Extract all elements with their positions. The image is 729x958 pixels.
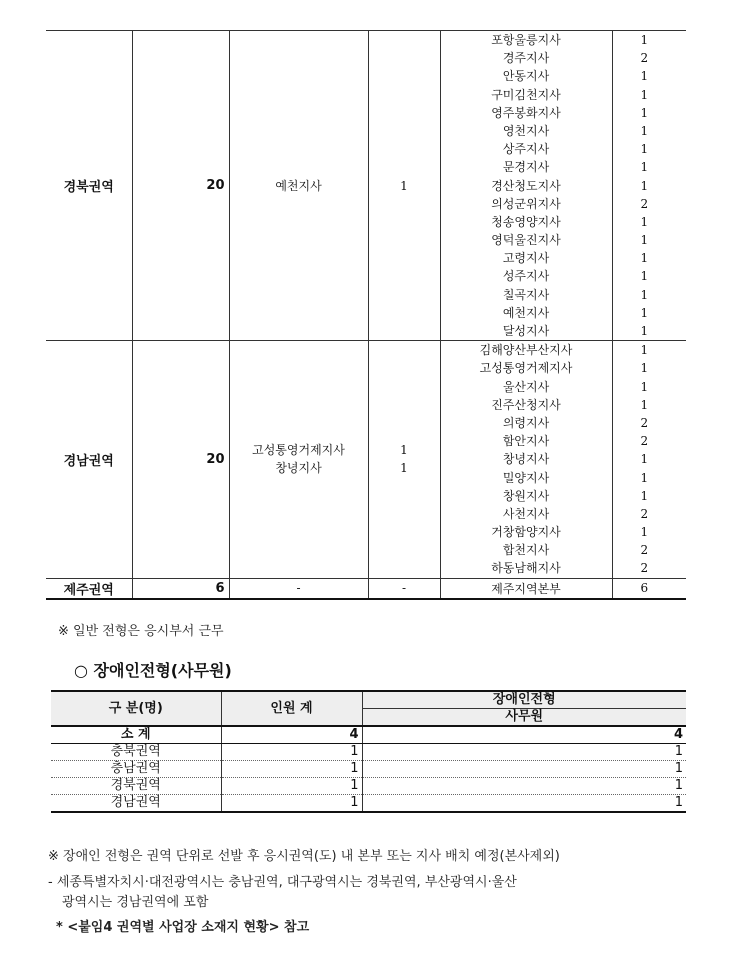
sub-branch-name: 칠곡지사 <box>502 287 550 302</box>
sub-branch-count: 1 <box>640 142 649 157</box>
sub-branch-name: 함안지사 <box>502 434 550 449</box>
sub-branch-name: 문경지사 <box>502 160 550 175</box>
region-inclusion-note-line2: 광역시는 경남권역에 포함 <box>62 895 209 910</box>
sub-branch-count: 1 <box>640 343 649 358</box>
region-row <box>46 341 686 578</box>
sub-branch-name: 예천지사 <box>502 305 550 320</box>
sub-branch-count: 1 <box>640 233 649 248</box>
sub-branch-name: 구미김천지사 <box>491 87 561 102</box>
sub-branch-name: 영덕울진지사 <box>491 233 561 248</box>
header-category: 구 분(명) <box>51 691 221 726</box>
branch-count: 1 <box>400 461 408 476</box>
sub-branch-count: 1 <box>640 488 649 503</box>
sub-branch-name: 경주지사 <box>502 51 550 66</box>
disabled-staffing-table <box>51 690 686 813</box>
sub-branch-name: 진주산청지사 <box>491 397 561 412</box>
sub-branch-name: 의령지사 <box>502 415 550 430</box>
sub-branch-counts <box>612 31 686 341</box>
sub-branch-count: 2 <box>640 51 649 66</box>
row-value: 1 <box>362 761 686 778</box>
subtotal-value: 4 <box>362 726 686 744</box>
branch-count-cell <box>368 341 440 578</box>
sub-branch-counts <box>612 341 686 578</box>
row-value: 1 <box>362 795 686 813</box>
sub-branch-count: 1 <box>640 214 649 229</box>
branch-name: 창녕지사 <box>275 461 322 476</box>
row-total: 1 <box>221 778 362 795</box>
sub-branch-count: 1 <box>640 33 649 47</box>
branch-name: 고성통영거제지사 <box>252 443 345 458</box>
sub-branch-name: 안동지사 <box>502 69 550 84</box>
row-total: 1 <box>221 795 362 813</box>
sub-branch-count: 1 <box>640 361 649 376</box>
general-note: ※ 일반 전형은 응시부서 근무 <box>58 624 224 639</box>
header-group: 장애인전형 <box>362 691 686 709</box>
row-region: 충북권역 <box>51 744 221 761</box>
attachment-reference-note: * <붙임4 권역별 사업장 소재지 현황> 참고 <box>56 920 310 935</box>
row-total: 1 <box>221 761 362 778</box>
row-total: 1 <box>221 744 362 761</box>
sub-branch-count: 2 <box>640 415 649 430</box>
sub-branch-list <box>440 341 612 578</box>
sub-branch-count: 1 <box>640 525 649 540</box>
row-region: 경북권역 <box>51 778 221 795</box>
sub-branch-count: 1 <box>640 305 649 320</box>
section-heading: ○ 장애인전형(사무원) <box>74 661 232 680</box>
sub-branch-name: 성주지사 <box>502 269 550 284</box>
subtotal-label: 소 계 <box>51 726 221 744</box>
branch-count: 1 <box>400 443 408 458</box>
sub-branch-name: 상주지사 <box>502 142 550 157</box>
sub-branch-count: 1 <box>640 452 649 467</box>
sub-branch-name: 달성지사 <box>502 324 550 338</box>
sub-branch-name: 하동남해지사 <box>491 561 561 576</box>
row-region: 경남권역 <box>51 795 221 813</box>
sub-branch-name: 김해양산부산지사 <box>479 343 573 358</box>
sub-branch-count: 1 <box>640 287 649 302</box>
branch-cell <box>229 31 368 341</box>
sub-branch-name: 창녕지사 <box>502 452 550 467</box>
sub-branch-name: 영주봉화지사 <box>491 105 561 120</box>
region-name: 제주권역 <box>46 578 132 599</box>
header-total: 인원 계 <box>221 691 362 726</box>
sub-branch-name: 영천지사 <box>502 123 550 138</box>
region-row <box>46 31 686 341</box>
sub-branch-name: 합천지사 <box>502 543 550 558</box>
region-row-jeju <box>46 578 686 599</box>
sub-branch-list <box>440 31 612 341</box>
sub-branch-count: 1 <box>640 178 649 193</box>
sub-branch-name: 고성통영거제지사 <box>479 361 573 376</box>
branch-count: - <box>368 578 440 599</box>
branch-count: 1 <box>400 178 408 193</box>
region-count: 20 <box>132 31 229 341</box>
sub-branch-count: 1 <box>640 397 649 412</box>
sub-branch-count: 1 <box>640 160 649 175</box>
sub-branch-name: 의성군위지사 <box>491 196 561 211</box>
sub-branch-count: 2 <box>640 434 649 449</box>
header-sub: 사무원 <box>362 709 686 727</box>
row-value: 1 <box>362 744 686 761</box>
sub-branch-name: 경산청도지사 <box>491 178 561 193</box>
disabled-placement-note: ※ 장애인 전형은 권역 단위로 선발 후 응시권역(도) 내 본부 또는 지사 배치 예정(본사제외) <box>48 849 560 864</box>
branch-count-cell <box>368 31 440 341</box>
sub-branch-count: 1 <box>640 69 649 84</box>
sub-branch-name: 밀양지사 <box>502 470 550 485</box>
sub-branch-name: 청송영양지사 <box>491 214 561 229</box>
sub-branch-name: 거창함양지사 <box>491 525 561 540</box>
sub-branch-name: 창원지사 <box>502 488 550 503</box>
sub-branch-name: 제주지역본부 <box>440 578 612 599</box>
row-region: 충남권역 <box>51 761 221 778</box>
region-count: 6 <box>132 578 229 599</box>
sub-branch-count: 1 <box>640 470 649 485</box>
subtotal-total: 4 <box>221 726 362 744</box>
sub-branch-count: 2 <box>640 561 649 576</box>
branch-name: - <box>229 578 368 599</box>
sub-branch-count: 1 <box>640 324 649 338</box>
sub-branch-count: 2 <box>640 506 649 521</box>
sub-branch-count: 1 <box>640 105 649 120</box>
regional-staffing-table <box>46 30 686 600</box>
region-name: 경북권역 <box>46 31 132 341</box>
sub-branch-name: 울산지사 <box>502 379 550 394</box>
sub-branch-name: 사천지사 <box>502 506 550 521</box>
sub-branch-count: 1 <box>640 123 649 138</box>
region-name: 경남권역 <box>46 341 132 578</box>
sub-branch-count: 1 <box>640 251 649 266</box>
sub-branch-count: 1 <box>640 269 649 284</box>
sub-branch-count: 2 <box>640 196 649 211</box>
region-inclusion-note-line1: - 세종특별자치시·대전광역시는 충남권역, 대구광역시는 경북권역, 부산광역시·울산 <box>48 875 517 890</box>
sub-branch-count: 1 <box>640 379 649 394</box>
branch-name: 예천지사 <box>275 178 322 193</box>
region-count: 20 <box>132 341 229 578</box>
sub-branch-name: 고령지사 <box>502 251 550 266</box>
sub-branch-count: 2 <box>640 543 649 558</box>
row-value: 1 <box>362 778 686 795</box>
sub-branch-name: 포항울릉지사 <box>491 33 561 47</box>
sub-branch-count: 1 <box>640 87 649 102</box>
branch-cell <box>229 341 368 578</box>
sub-branch-count: 6 <box>612 578 686 599</box>
